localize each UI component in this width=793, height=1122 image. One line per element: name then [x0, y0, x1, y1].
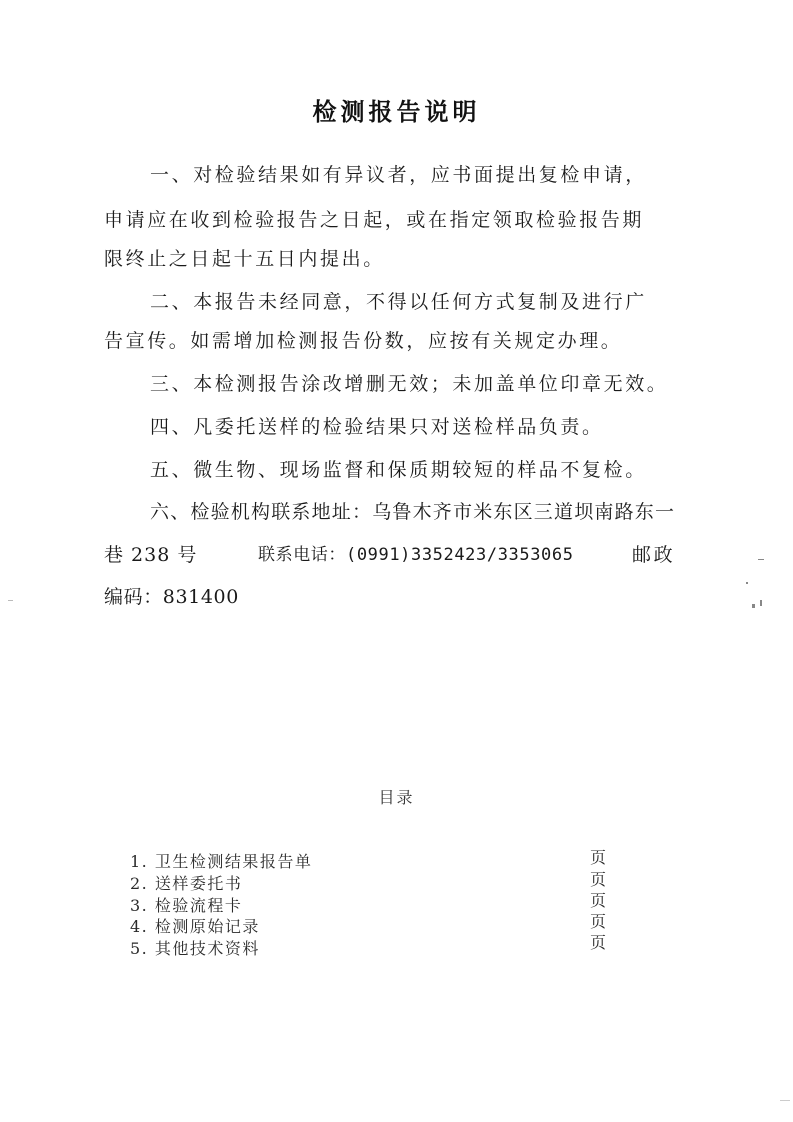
paragraph-line-5: 告宣传。如需增加检测报告份数，应按有关规定办理。: [104, 330, 623, 352]
contact-phone: 联系电话：(0991)3352423/3353065: [258, 545, 574, 565]
paragraph-line-9: 六、检验机构联系地址：乌鲁木齐市米东区三道坝南路东一: [150, 501, 676, 523]
contact-postcode: 编码：831400: [104, 586, 239, 608]
paragraph-line-8: 五、微生物、现场监督和保质期较短的样品不复检。: [150, 459, 647, 481]
paragraph-line-6: 三、本检测报告涂改增删无效；未加盖单位印章无效。: [150, 373, 669, 395]
scan-speck: [780, 1100, 790, 1101]
toc-title: 目录: [378, 788, 415, 807]
toc-item-3: 3. 检验流程卡: [130, 896, 243, 915]
toc-page-1: 页: [590, 848, 607, 867]
paragraph-line-3: 限终止之日起十五日内提出。: [104, 248, 385, 270]
paragraph-line-7: 四、凡委托送样的检验结果只对送检样品负责。: [150, 416, 604, 438]
page-title: 检测报告说明: [312, 98, 481, 126]
toc-item-2: 2. 送样委托书: [130, 874, 243, 893]
scan-speck: [760, 600, 762, 606]
toc-page-5: 页: [590, 933, 607, 952]
contact-postcode-label: 邮政: [632, 544, 676, 566]
toc-page-4: 页: [590, 912, 607, 931]
toc-page-3: 页: [590, 891, 607, 910]
toc-item-4: 4. 检测原始记录: [130, 917, 260, 936]
toc-item-1: 1. 卫生检测结果报告单: [130, 852, 313, 871]
paragraph-line-4: 二、本报告未经同意，不得以任何方式复制及进行广: [150, 291, 647, 313]
scan-speck: [8, 600, 13, 601]
paragraph-line-2: 申请应在收到检验报告之日起，或在指定领取检验报告期: [104, 209, 645, 231]
contact-address-tail: 巷 238 号: [104, 544, 198, 566]
scan-speck: [752, 604, 755, 608]
toc-item-5: 5. 其他技术资料: [130, 939, 260, 958]
toc-page-2: 页: [590, 870, 607, 889]
paragraph-line-1: 一、对检验结果如有异议者，应书面提出复检申请，: [150, 164, 647, 186]
scan-speck: [758, 559, 764, 560]
scan-speck: [746, 582, 748, 584]
